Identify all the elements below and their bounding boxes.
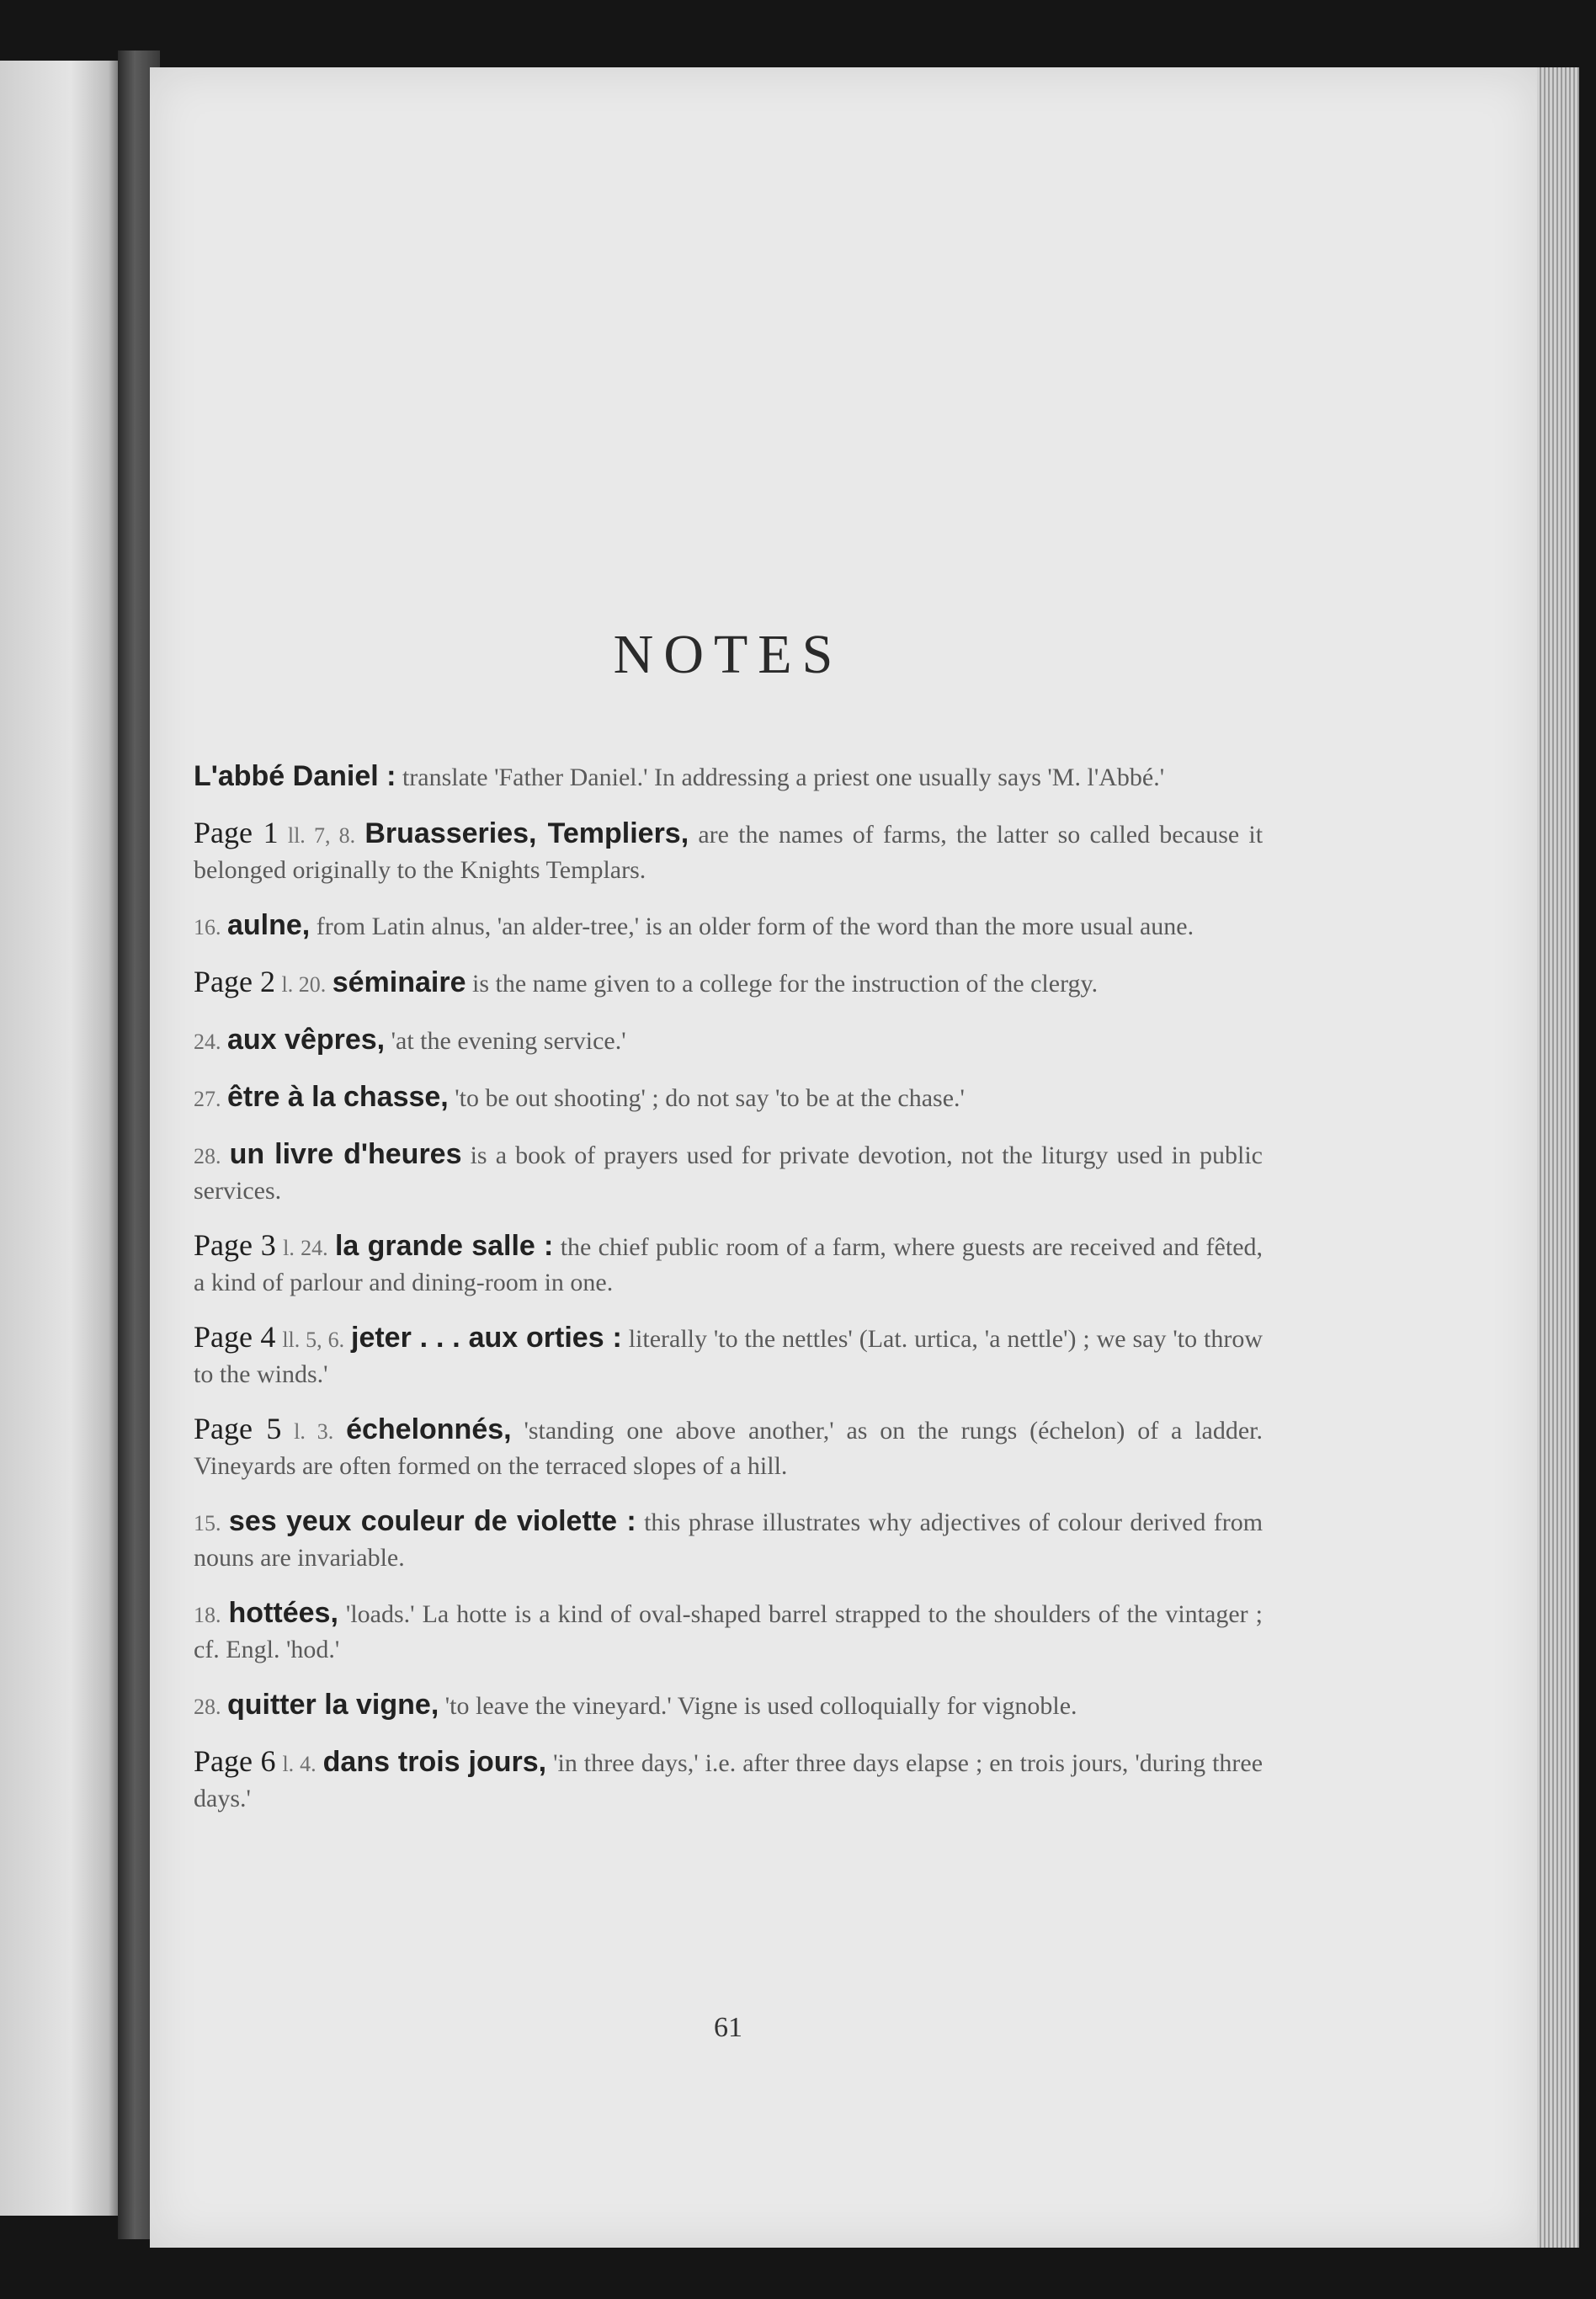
note-lemma: Bruasseries, Templiers, bbox=[364, 817, 689, 849]
note-line-ref: 16. bbox=[194, 915, 221, 939]
note-entry bbox=[194, 1320, 1263, 1392]
note-entry bbox=[194, 816, 1263, 887]
note-lemma: aux vêpres, bbox=[227, 1024, 386, 1056]
note-entry bbox=[194, 965, 1263, 1002]
note-lemma: être à la chasse, bbox=[227, 1081, 449, 1113]
note-page-ref: Page 2 bbox=[194, 965, 275, 998]
left-page-edge bbox=[0, 61, 118, 2216]
note-gloss: 'to leave the vineyard.' Vigne is used colloquially for vignoble. bbox=[444, 1692, 1077, 1720]
note-line-ref: 18. bbox=[194, 1603, 221, 1627]
page-title: NOTES bbox=[613, 624, 843, 685]
note-gloss: this phrase illustrates why adjectives of colour derived from nouns are invariable. bbox=[194, 1509, 1264, 1572]
page-content bbox=[194, 623, 1264, 2043]
note-entry bbox=[194, 1228, 1263, 1300]
note-line-ref: l. 3. bbox=[294, 1419, 334, 1444]
note-gloss: 'in three days,' i.e. after three days elapse ; en trois jours, 'during three days.' bbox=[194, 1749, 1264, 1812]
note-entry bbox=[194, 758, 1263, 796]
note-lemma: un livre d'heures bbox=[229, 1138, 462, 1170]
note-entry bbox=[194, 907, 1263, 945]
note-gloss: are the names of farms, the latter so called because it belonged originally to the Knights Templars. bbox=[194, 821, 1264, 884]
note-lemma: ses yeux couleur de violette : bbox=[228, 1505, 636, 1537]
note-entry bbox=[194, 1503, 1263, 1575]
note-gloss: 'loads.' La hotte is a kind of oval-shaped barrel strapped to the shoulders of the vintager ; cf. Engl. 'hod.' bbox=[194, 1600, 1264, 1663]
note-gloss: 'to be out shooting' ; do not say 'to be at the chase.' bbox=[455, 1084, 965, 1112]
note-line-ref: l. 4. bbox=[282, 1752, 317, 1776]
page-number: 61 bbox=[714, 2012, 742, 2043]
note-gloss: is a book of prayers used for private devotion, not the liturgy used in public services. bbox=[194, 1142, 1263, 1205]
note-page-ref: Page 4 bbox=[194, 1320, 276, 1354]
page-edges bbox=[1537, 67, 1579, 2248]
note-entry bbox=[194, 1412, 1263, 1483]
note-line-ref: ll. 5, 6. bbox=[282, 1328, 345, 1352]
note-lemma: échelonnés, bbox=[346, 1413, 512, 1445]
note-line-ref: 27. bbox=[194, 1087, 221, 1111]
note-gloss: literally 'to the nettles' (Lat. urtica, 'a nettle') ; we say 'to throw to the winds.' bbox=[194, 1325, 1264, 1388]
note-lemma: hottées, bbox=[228, 1597, 338, 1629]
note-lemma: séminaire bbox=[332, 966, 466, 998]
note-line-ref: 24. bbox=[194, 1030, 221, 1054]
note-entry bbox=[194, 1744, 1263, 1816]
note-lemma: dans trois jours, bbox=[322, 1746, 547, 1778]
note-line-ref: ll. 7, 8. bbox=[287, 823, 356, 848]
note-gloss: 'standing one above another,' as on the rungs (échelon) of a ladder. Vineyards are often formed on the terraced slopes of a hill. bbox=[194, 1417, 1263, 1480]
note-lemma: aulne, bbox=[227, 909, 311, 941]
note-gloss: translate 'Father Daniel.' In addressing a priest one usually says 'M. l'Abbé.' bbox=[402, 764, 1165, 791]
note-gloss: the chief public room of a farm, where guests are received and fêted, a kind of parlour and dining-room in one. bbox=[194, 1233, 1264, 1296]
note-entry bbox=[194, 1022, 1263, 1059]
note-page-ref: Page 6 bbox=[194, 1744, 276, 1778]
note-entry bbox=[194, 1079, 1263, 1116]
note-entry bbox=[194, 1687, 1263, 1724]
note-line-ref: l. 24. bbox=[283, 1236, 328, 1260]
note-page-ref: Page 5 bbox=[194, 1412, 282, 1445]
note-lemma: la grande salle : bbox=[334, 1230, 554, 1262]
note-lemma: jeter . . . aux orties : bbox=[351, 1322, 622, 1354]
notes-list bbox=[194, 758, 1263, 1816]
note-line-ref: l. 20. bbox=[281, 972, 327, 997]
note-line-ref: 15. bbox=[194, 1511, 221, 1535]
note-line-ref: 28. bbox=[194, 1695, 221, 1719]
note-entry bbox=[194, 1595, 1263, 1667]
note-page-ref: Page 3 bbox=[194, 1228, 276, 1262]
note-entry bbox=[194, 1136, 1263, 1208]
note-lemma: quitter la vigne, bbox=[227, 1689, 439, 1721]
note-page-ref: Page 1 bbox=[194, 816, 279, 849]
note-lemma: L'abbé Daniel : bbox=[194, 760, 396, 792]
note-gloss: from Latin alnus, 'an alder-tree,' is an older form of the word than the more usual aune. bbox=[316, 913, 1194, 940]
note-line-ref: 28. bbox=[194, 1144, 221, 1168]
note-gloss: is the name given to a college for the instruction of the clergy. bbox=[471, 970, 1099, 998]
note-gloss: 'at the evening service.' bbox=[391, 1027, 626, 1055]
